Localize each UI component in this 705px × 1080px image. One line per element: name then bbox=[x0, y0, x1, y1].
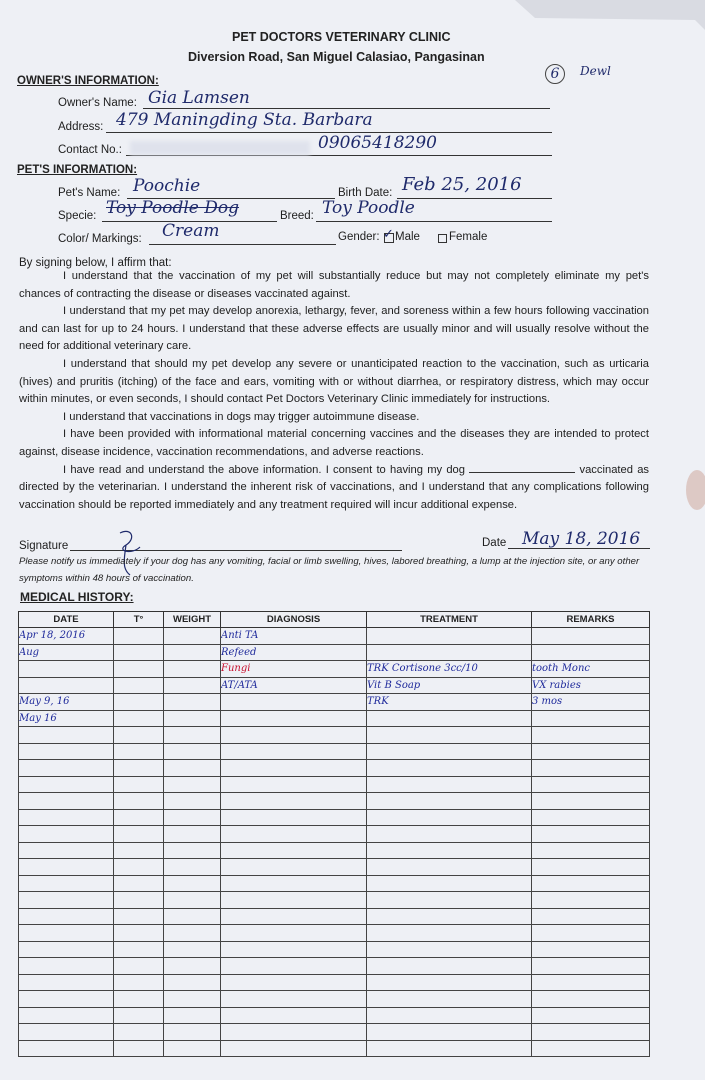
table-cell[interactable] bbox=[221, 991, 367, 1008]
medical-history-table bbox=[18, 611, 650, 1057]
table-cell[interactable] bbox=[114, 776, 164, 793]
cell-handwriting: TRK bbox=[367, 696, 389, 708]
table-cell[interactable] bbox=[114, 974, 164, 991]
birth-date-label: Birth Date: bbox=[338, 187, 393, 199]
table-cell[interactable] bbox=[532, 809, 650, 826]
owner-name-value: Gia Lamsen bbox=[148, 88, 250, 108]
table-cell[interactable] bbox=[367, 859, 532, 876]
table-cell[interactable] bbox=[367, 1040, 532, 1057]
table-cell[interactable] bbox=[19, 776, 114, 793]
table-cell[interactable] bbox=[19, 958, 114, 975]
table-cell[interactable] bbox=[114, 842, 164, 859]
contact-label: Contact No.: bbox=[58, 144, 122, 156]
table-cell[interactable] bbox=[221, 842, 367, 859]
column-header: T° bbox=[114, 612, 164, 628]
table-cell[interactable] bbox=[221, 859, 367, 876]
column-header: WEIGHT bbox=[164, 612, 221, 628]
table-header-row bbox=[19, 612, 650, 628]
table-row bbox=[19, 958, 650, 975]
check-mark-icon: ✓ bbox=[383, 226, 394, 241]
color-label: Color/ Markings: bbox=[58, 233, 142, 245]
table-cell[interactable] bbox=[114, 661, 164, 678]
dog-name-blank[interactable] bbox=[469, 472, 575, 473]
table-row bbox=[19, 727, 650, 744]
table-cell[interactable] bbox=[367, 842, 532, 859]
table-cell[interactable] bbox=[19, 628, 114, 645]
cell-handwriting: Refeed bbox=[221, 646, 257, 658]
table-cell[interactable] bbox=[367, 661, 532, 678]
table-row bbox=[19, 892, 650, 909]
cell-handwriting: May 16 bbox=[19, 712, 57, 724]
table-cell[interactable] bbox=[367, 974, 532, 991]
table-cell[interactable] bbox=[19, 661, 114, 678]
table-cell[interactable] bbox=[367, 809, 532, 826]
address-label: Address: bbox=[58, 121, 104, 133]
table-cell[interactable] bbox=[532, 842, 650, 859]
table-cell[interactable] bbox=[221, 710, 367, 727]
table-cell[interactable] bbox=[532, 661, 650, 678]
specie-value: Toy Poodle Dog bbox=[106, 198, 240, 218]
table-cell[interactable] bbox=[114, 628, 164, 645]
consent-body bbox=[19, 268, 649, 514]
contact-value: 09065418290 bbox=[318, 133, 437, 153]
table-cell[interactable] bbox=[532, 974, 650, 991]
table-cell[interactable] bbox=[221, 875, 367, 892]
table-cell[interactable] bbox=[164, 974, 221, 991]
table-cell[interactable] bbox=[532, 1007, 650, 1024]
table-cell[interactable] bbox=[114, 925, 164, 942]
table-cell[interactable] bbox=[164, 908, 221, 925]
table-cell[interactable] bbox=[164, 694, 221, 711]
table-cell[interactable] bbox=[114, 991, 164, 1008]
table-cell[interactable] bbox=[19, 677, 114, 694]
table-cell[interactable] bbox=[164, 710, 221, 727]
table-cell[interactable] bbox=[532, 908, 650, 925]
table-cell[interactable] bbox=[221, 958, 367, 975]
table-cell[interactable] bbox=[19, 793, 114, 810]
table-cell[interactable] bbox=[164, 1040, 221, 1057]
cell-handwriting: VX rabies bbox=[532, 679, 581, 691]
table-row bbox=[19, 776, 650, 793]
table-cell[interactable] bbox=[19, 826, 114, 843]
table-cell[interactable] bbox=[367, 1007, 532, 1024]
table-row bbox=[19, 908, 650, 925]
table-cell[interactable] bbox=[221, 743, 367, 760]
table-cell[interactable] bbox=[367, 908, 532, 925]
table-cell[interactable] bbox=[532, 628, 650, 645]
table-cell[interactable] bbox=[221, 644, 367, 661]
column-header: TREATMENT bbox=[367, 612, 532, 628]
pet-name-label: Pet's Name: bbox=[58, 187, 121, 199]
table-cell[interactable] bbox=[367, 1024, 532, 1041]
table-cell[interactable] bbox=[114, 694, 164, 711]
table-row bbox=[19, 875, 650, 892]
female-option-label: Female bbox=[449, 231, 488, 243]
table-cell[interactable] bbox=[164, 727, 221, 744]
table-cell[interactable] bbox=[532, 991, 650, 1008]
table-row bbox=[19, 925, 650, 942]
signed-date-value: May 18, 2016 bbox=[522, 529, 641, 549]
table-cell[interactable] bbox=[532, 941, 650, 958]
consent-paragraph-6-start: I have read and understand the above information. I consent to having my dog bbox=[63, 463, 466, 476]
vaccination-notice: Please notify us immediately if your dog has any vomiting, facial or limb swelling, hives, labored breathing, a lump at the injection site, or any other symptoms within 48 hours of vaccination. bbox=[19, 556, 640, 584]
table-cell[interactable] bbox=[221, 1024, 367, 1041]
table-cell[interactable] bbox=[19, 991, 114, 1008]
table-cell[interactable] bbox=[19, 1040, 114, 1057]
consent-paragraph-6-end: vaccinated as directed by the veterinarian. I understand the inherent risk of vaccinations, and I understand that any complications following vaccination should be reported immediately and any treatment required will incur additional expense. bbox=[19, 463, 650, 511]
table-cell[interactable] bbox=[221, 1040, 367, 1057]
table-cell[interactable] bbox=[532, 1024, 650, 1041]
table-cell[interactable] bbox=[532, 694, 650, 711]
consent-intro: By signing below, I affirm that: bbox=[19, 257, 172, 269]
table-cell[interactable] bbox=[532, 677, 650, 694]
stain-mark bbox=[686, 470, 705, 510]
table-cell[interactable] bbox=[367, 991, 532, 1008]
table-cell[interactable] bbox=[532, 958, 650, 975]
table-cell[interactable] bbox=[164, 776, 221, 793]
signature-label: Signature bbox=[19, 540, 69, 552]
table-row bbox=[19, 826, 650, 843]
table-cell[interactable] bbox=[367, 644, 532, 661]
table-cell[interactable] bbox=[221, 628, 367, 645]
table-cell[interactable] bbox=[114, 809, 164, 826]
table-row bbox=[19, 859, 650, 876]
table-cell[interactable] bbox=[114, 958, 164, 975]
table-cell[interactable] bbox=[114, 1024, 164, 1041]
cell-handwriting: Apr 18, 2016 bbox=[19, 630, 86, 642]
table-cell[interactable] bbox=[164, 743, 221, 760]
cell-handwriting: AT/ATA bbox=[221, 679, 258, 691]
table-cell[interactable] bbox=[114, 677, 164, 694]
table-row bbox=[19, 628, 650, 645]
table-cell[interactable] bbox=[367, 760, 532, 777]
table-cell[interactable] bbox=[164, 661, 221, 678]
cell-handwriting: 3 mos bbox=[532, 696, 563, 708]
table-cell[interactable] bbox=[367, 677, 532, 694]
table-cell[interactable] bbox=[221, 661, 367, 678]
table-cell[interactable] bbox=[19, 809, 114, 826]
cell-handwriting: Anti TA bbox=[221, 630, 259, 642]
table-cell[interactable] bbox=[164, 859, 221, 876]
cell-handwriting: TRK Cortisone 3cc/10 bbox=[367, 663, 478, 675]
table-cell[interactable] bbox=[19, 941, 114, 958]
table-cell[interactable] bbox=[221, 908, 367, 925]
clinic-address: Diversion Road, San Miguel Calasiao, Pangasinan bbox=[188, 50, 485, 64]
table-cell[interactable] bbox=[367, 826, 532, 843]
table-row bbox=[19, 661, 650, 678]
birth-date-value: Feb 25, 2016 bbox=[402, 174, 522, 195]
table-row bbox=[19, 1040, 650, 1057]
table-cell[interactable] bbox=[221, 826, 367, 843]
address-value: 479 Maningding Sta. Barbara bbox=[116, 110, 373, 130]
table-cell[interactable] bbox=[221, 694, 367, 711]
table-row bbox=[19, 743, 650, 760]
table-row bbox=[19, 974, 650, 991]
table-cell[interactable] bbox=[367, 710, 532, 727]
table-cell[interactable] bbox=[19, 1024, 114, 1041]
table-cell[interactable] bbox=[221, 1007, 367, 1024]
pet-section-title: PET'S INFORMATION: bbox=[17, 164, 138, 176]
consent-paragraph-3: I understand that should my pet develop any severe or unanticipated reaction to the vaccination, such as urticaria (hives) and pruritis (itching) of the face and ears, vomiting with or without diarrhea, or respiratory distress, which may occur within minutes, or even seconds, I should contact Pet Doctors Veterinary Clinic immediately for instructions. bbox=[19, 357, 649, 406]
cell-handwriting: Fungi bbox=[221, 663, 251, 675]
table-cell[interactable] bbox=[19, 974, 114, 991]
table-cell[interactable] bbox=[19, 908, 114, 925]
table-cell[interactable] bbox=[367, 628, 532, 645]
table-cell[interactable] bbox=[19, 875, 114, 892]
table-cell[interactable] bbox=[114, 892, 164, 909]
table-cell[interactable] bbox=[164, 677, 221, 694]
pet-name-value: Poochie bbox=[133, 176, 201, 196]
table-cell[interactable] bbox=[221, 974, 367, 991]
table-cell[interactable] bbox=[221, 727, 367, 744]
table-row bbox=[19, 760, 650, 777]
table-cell[interactable] bbox=[532, 859, 650, 876]
table-cell[interactable] bbox=[532, 826, 650, 843]
table-cell[interactable] bbox=[19, 644, 114, 661]
owner-section-title: OWNER'S INFORMATION: bbox=[17, 75, 159, 87]
female-checkbox[interactable] bbox=[438, 234, 447, 243]
table-cell[interactable] bbox=[19, 694, 114, 711]
column-header: DIAGNOSIS bbox=[221, 612, 367, 628]
table-row bbox=[19, 842, 650, 859]
column-header: DATE bbox=[19, 612, 114, 628]
table-cell[interactable] bbox=[367, 694, 532, 711]
table-cell[interactable] bbox=[19, 743, 114, 760]
table-cell[interactable] bbox=[19, 1007, 114, 1024]
table-cell[interactable] bbox=[114, 760, 164, 777]
table-row bbox=[19, 644, 650, 661]
table-cell[interactable] bbox=[19, 892, 114, 909]
male-checkbox[interactable] bbox=[383, 226, 394, 243]
table-cell[interactable] bbox=[114, 908, 164, 925]
table-cell[interactable] bbox=[532, 1040, 650, 1057]
table-cell[interactable] bbox=[114, 644, 164, 661]
table-cell[interactable] bbox=[19, 727, 114, 744]
table-cell[interactable] bbox=[532, 776, 650, 793]
table-cell[interactable] bbox=[19, 710, 114, 727]
table-cell[interactable] bbox=[19, 859, 114, 876]
table-cell[interactable] bbox=[114, 727, 164, 744]
table-cell[interactable] bbox=[221, 941, 367, 958]
corner-note: Dewl bbox=[580, 64, 611, 78]
clinic-name: PET DOCTORS VETERINARY CLINIC bbox=[232, 30, 451, 44]
color-value: Cream bbox=[162, 221, 220, 241]
breed-label: Breed: bbox=[280, 210, 314, 222]
table-cell[interactable] bbox=[532, 875, 650, 892]
table-cell[interactable] bbox=[221, 925, 367, 942]
table-cell[interactable] bbox=[221, 793, 367, 810]
table-cell[interactable] bbox=[532, 892, 650, 909]
table-cell[interactable] bbox=[367, 875, 532, 892]
table-cell[interactable] bbox=[19, 760, 114, 777]
gender-label: Gender: bbox=[338, 231, 380, 243]
male-option-label: Male bbox=[395, 231, 420, 243]
table-cell[interactable] bbox=[114, 1040, 164, 1057]
table-cell[interactable] bbox=[164, 941, 221, 958]
table-cell[interactable] bbox=[164, 760, 221, 777]
table-cell[interactable] bbox=[221, 776, 367, 793]
table-row bbox=[19, 809, 650, 826]
table-row bbox=[19, 1007, 650, 1024]
table-cell[interactable] bbox=[164, 809, 221, 826]
table-cell[interactable] bbox=[367, 743, 532, 760]
table-cell[interactable] bbox=[164, 842, 221, 859]
table-cell[interactable] bbox=[367, 892, 532, 909]
table-cell[interactable] bbox=[532, 644, 650, 661]
table-row bbox=[19, 941, 650, 958]
table-cell[interactable] bbox=[221, 892, 367, 909]
cell-handwriting: Vit B Soap bbox=[367, 679, 421, 691]
table-cell[interactable] bbox=[19, 842, 114, 859]
table-cell[interactable] bbox=[164, 875, 221, 892]
table-row bbox=[19, 793, 650, 810]
table-cell[interactable] bbox=[164, 1024, 221, 1041]
table-row bbox=[19, 694, 650, 711]
table-row bbox=[19, 677, 650, 694]
table-cell[interactable] bbox=[114, 743, 164, 760]
consent-paragraph-1: I understand that the vaccination of my pet will substantially reduce but may not completely eliminate my pet's chances of contracting the disease or diseases vaccinated against. bbox=[19, 270, 649, 300]
table-cell[interactable] bbox=[164, 1007, 221, 1024]
table-cell[interactable] bbox=[221, 677, 367, 694]
table-cell[interactable] bbox=[221, 760, 367, 777]
specie-label: Specie: bbox=[58, 210, 97, 222]
table-cell[interactable] bbox=[164, 644, 221, 661]
consent-paragraph-2: I understand that my pet may develop anorexia, lethargy, fever, and soreness within a few hours following vaccination and can last for up to 24 hours. I understand that these adverse effects are usually minor and will usually resolve without the need for additional veterinary care. bbox=[19, 305, 649, 353]
cell-handwriting: tooth Monc bbox=[532, 663, 590, 675]
owner-name-label: Owner's Name: bbox=[58, 97, 137, 109]
consent-paragraph-5: I have been provided with informational material concerning vaccines and the diseases they are intended to protect against, disease incidence, vaccination recommendations, and adverse reactions. bbox=[19, 428, 649, 458]
table-cell[interactable] bbox=[164, 925, 221, 942]
table-cell[interactable] bbox=[221, 809, 367, 826]
table-cell[interactable] bbox=[114, 710, 164, 727]
table-cell[interactable] bbox=[114, 941, 164, 958]
table-cell[interactable] bbox=[164, 628, 221, 645]
table-cell[interactable] bbox=[19, 925, 114, 942]
table-cell[interactable] bbox=[164, 991, 221, 1008]
table-row bbox=[19, 710, 650, 727]
breed-value: Toy Poodle bbox=[322, 198, 415, 218]
table-cell[interactable] bbox=[532, 743, 650, 760]
table-row bbox=[19, 1024, 650, 1041]
table-cell[interactable] bbox=[164, 958, 221, 975]
table-cell[interactable] bbox=[532, 710, 650, 727]
medical-history-title: MEDICAL HISTORY: bbox=[20, 590, 134, 604]
consent-paragraph-6 bbox=[19, 462, 649, 515]
table-cell[interactable] bbox=[367, 776, 532, 793]
table-cell[interactable] bbox=[114, 875, 164, 892]
table-cell[interactable] bbox=[532, 727, 650, 744]
column-header: REMARKS bbox=[532, 612, 650, 628]
consent-paragraph-4: I understand that vaccinations in dogs may trigger autoimmune disease. bbox=[63, 410, 420, 423]
table-cell[interactable] bbox=[164, 793, 221, 810]
table-row bbox=[19, 991, 650, 1008]
table-cell[interactable] bbox=[367, 925, 532, 942]
table-cell[interactable] bbox=[367, 793, 532, 810]
torn-corner bbox=[505, 0, 705, 40]
table-cell[interactable] bbox=[114, 793, 164, 810]
table-cell[interactable] bbox=[114, 1007, 164, 1024]
date-label: Date bbox=[482, 537, 507, 549]
table-cell[interactable] bbox=[532, 760, 650, 777]
cell-handwriting: Aug bbox=[19, 646, 40, 658]
table-cell[interactable] bbox=[532, 925, 650, 942]
table-cell[interactable] bbox=[164, 892, 221, 909]
table-cell[interactable] bbox=[114, 826, 164, 843]
table-cell[interactable] bbox=[532, 793, 650, 810]
circled-mark: 6 bbox=[545, 64, 565, 84]
table-cell[interactable] bbox=[367, 941, 532, 958]
table-cell[interactable] bbox=[164, 826, 221, 843]
table-cell[interactable] bbox=[367, 727, 532, 744]
table-cell[interactable] bbox=[114, 859, 164, 876]
cell-handwriting: May 9, 16 bbox=[19, 696, 70, 708]
redacted-contact-area bbox=[130, 141, 310, 155]
table-cell[interactable] bbox=[367, 958, 532, 975]
